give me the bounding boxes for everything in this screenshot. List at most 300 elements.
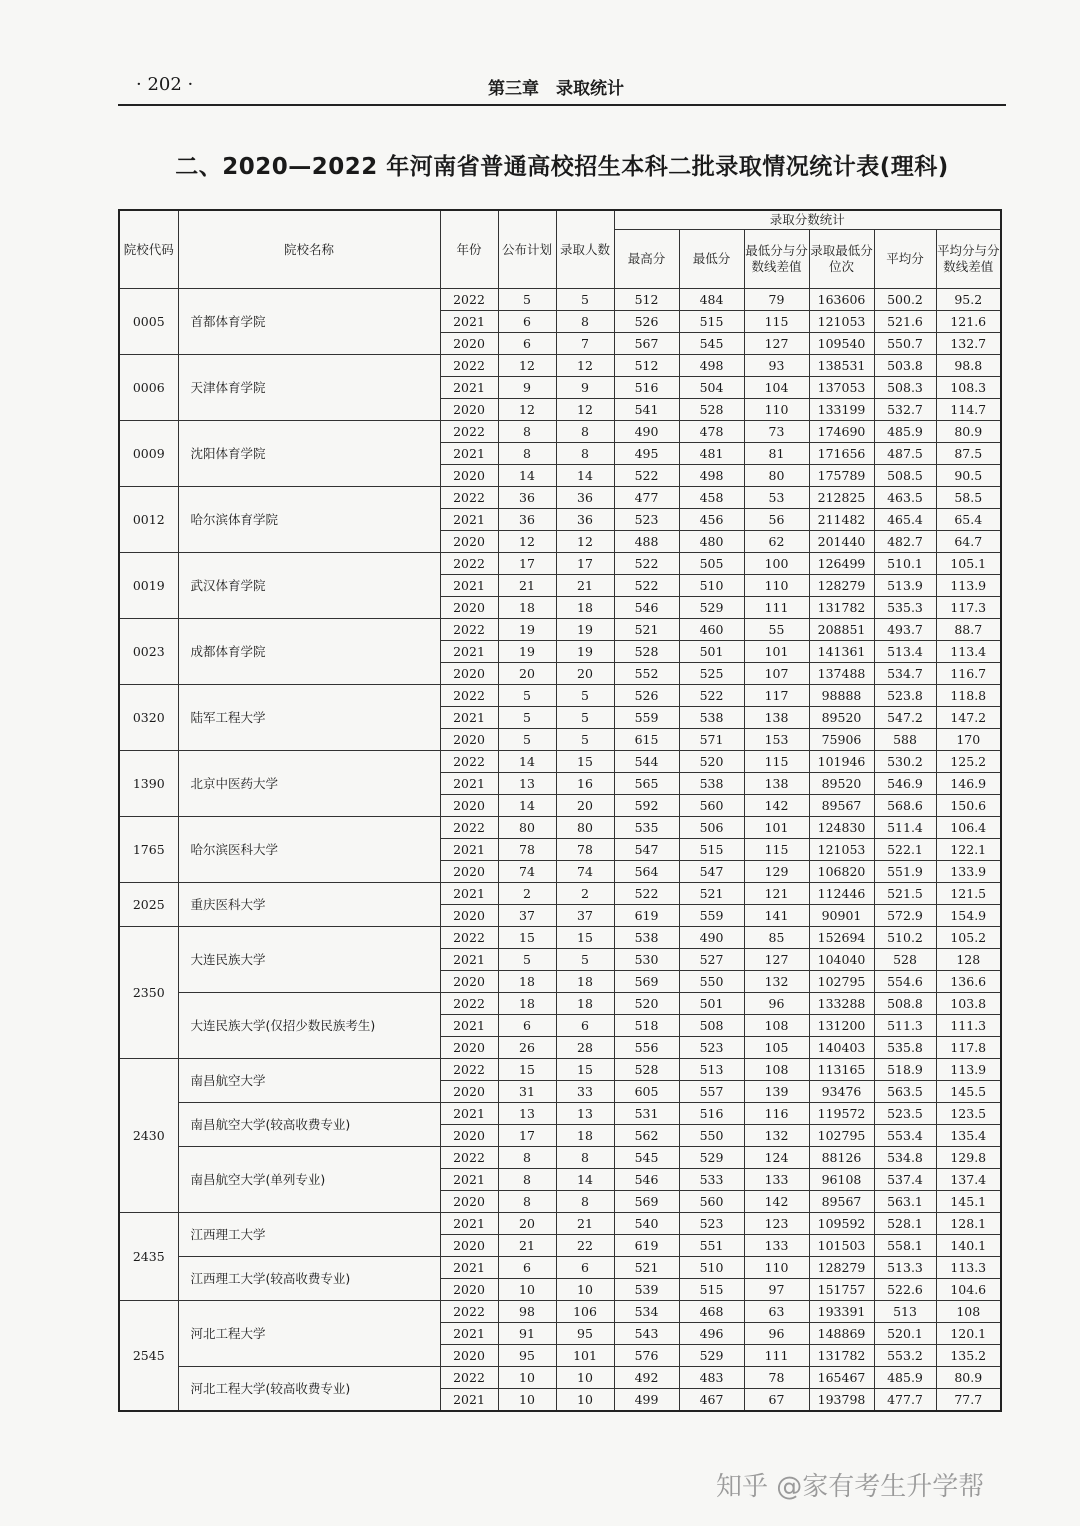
cell-admitted: 36 bbox=[556, 509, 614, 531]
cell-max-score: 490 bbox=[614, 421, 679, 443]
cell-avg-score: 563.1 bbox=[874, 1191, 936, 1213]
table-body bbox=[119, 289, 1001, 1412]
school-code: 2350 bbox=[119, 927, 178, 1059]
cell-year: 2020 bbox=[440, 861, 498, 883]
cell-min-rank: 133288 bbox=[809, 993, 874, 1015]
cell-year: 2022 bbox=[440, 619, 498, 641]
cell-avg-score: 550.7 bbox=[874, 333, 936, 355]
cell-plan: 8 bbox=[498, 1147, 556, 1169]
school-name: 南昌航空大学(单列专业) bbox=[178, 1147, 440, 1213]
cell-min-score: 501 bbox=[679, 641, 744, 663]
cell-min-rank: 171656 bbox=[809, 443, 874, 465]
cell-plan: 14 bbox=[498, 751, 556, 773]
school-name: 大连民族大学 bbox=[178, 927, 440, 993]
cell-max-score: 512 bbox=[614, 289, 679, 311]
cell-min-rank: 131200 bbox=[809, 1015, 874, 1037]
cell-avg-score: 513 bbox=[874, 1301, 936, 1323]
cell-max-score: 521 bbox=[614, 1257, 679, 1279]
header-year: 年份 bbox=[440, 210, 498, 289]
cell-max-score: 528 bbox=[614, 1059, 679, 1081]
cell-year: 2021 bbox=[440, 707, 498, 729]
cell-year: 2021 bbox=[440, 1257, 498, 1279]
cell-plan: 17 bbox=[498, 1125, 556, 1147]
cell-min-score: 551 bbox=[679, 1235, 744, 1257]
cell-admitted: 78 bbox=[556, 839, 614, 861]
cell-min-rank: 98888 bbox=[809, 685, 874, 707]
cell-min-diff: 101 bbox=[744, 641, 809, 663]
cell-min-score: 515 bbox=[679, 311, 744, 333]
cell-max-score: 512 bbox=[614, 355, 679, 377]
cell-avg-diff: 105.1 bbox=[936, 553, 1001, 575]
cell-min-diff: 108 bbox=[744, 1059, 809, 1081]
cell-plan: 20 bbox=[498, 1213, 556, 1235]
cell-min-score: 490 bbox=[679, 927, 744, 949]
table-row bbox=[119, 1213, 1001, 1235]
cell-admitted: 33 bbox=[556, 1081, 614, 1103]
cell-min-score: 468 bbox=[679, 1301, 744, 1323]
school-name: 南昌航空大学(较高收费专业) bbox=[178, 1103, 440, 1147]
cell-min-score: 515 bbox=[679, 1279, 744, 1301]
cell-avg-diff: 147.2 bbox=[936, 707, 1001, 729]
cell-max-score: 562 bbox=[614, 1125, 679, 1147]
cell-plan: 2 bbox=[498, 883, 556, 905]
cell-min-score: 496 bbox=[679, 1323, 744, 1345]
cell-avg-diff: 170 bbox=[936, 729, 1001, 751]
cell-min-diff: 129 bbox=[744, 861, 809, 883]
cell-year: 2022 bbox=[440, 751, 498, 773]
cell-avg-diff: 113.3 bbox=[936, 1257, 1001, 1279]
cell-min-rank: 89520 bbox=[809, 773, 874, 795]
cell-min-rank: 193798 bbox=[809, 1389, 874, 1412]
cell-min-rank: 208851 bbox=[809, 619, 874, 641]
school-name: 河北工程大学(较高收费专业) bbox=[178, 1367, 440, 1412]
cell-min-rank: 119572 bbox=[809, 1103, 874, 1125]
cell-year: 2022 bbox=[440, 685, 498, 707]
school-name: 南昌航空大学 bbox=[178, 1059, 440, 1103]
cell-min-diff: 78 bbox=[744, 1367, 809, 1389]
cell-plan: 6 bbox=[498, 333, 556, 355]
cell-min-diff: 100 bbox=[744, 553, 809, 575]
cell-max-score: 547 bbox=[614, 839, 679, 861]
cell-avg-diff: 120.1 bbox=[936, 1323, 1001, 1345]
cell-avg-diff: 111.3 bbox=[936, 1015, 1001, 1037]
cell-min-score: 506 bbox=[679, 817, 744, 839]
cell-admitted: 15 bbox=[556, 1059, 614, 1081]
cell-plan: 18 bbox=[498, 993, 556, 1015]
cell-avg-diff: 103.8 bbox=[936, 993, 1001, 1015]
cell-admitted: 14 bbox=[556, 1169, 614, 1191]
cell-plan: 21 bbox=[498, 575, 556, 597]
cell-plan: 36 bbox=[498, 487, 556, 509]
cell-min-diff: 138 bbox=[744, 773, 809, 795]
cell-min-diff: 121 bbox=[744, 883, 809, 905]
cell-admitted: 12 bbox=[556, 399, 614, 421]
cell-admitted: 18 bbox=[556, 993, 614, 1015]
cell-min-diff: 80 bbox=[744, 465, 809, 487]
cell-max-score: 522 bbox=[614, 465, 679, 487]
cell-min-diff: 124 bbox=[744, 1147, 809, 1169]
cell-avg-score: 487.5 bbox=[874, 443, 936, 465]
table-row bbox=[119, 1257, 1001, 1279]
school-code: 0023 bbox=[119, 619, 178, 685]
cell-min-diff: 116 bbox=[744, 1103, 809, 1125]
cell-admitted: 12 bbox=[556, 355, 614, 377]
cell-admitted: 19 bbox=[556, 641, 614, 663]
cell-avg-score: 508.5 bbox=[874, 465, 936, 487]
header-name: 院校名称 bbox=[178, 210, 440, 289]
page-header bbox=[118, 72, 1006, 106]
cell-avg-score: 493.7 bbox=[874, 619, 936, 641]
cell-min-diff: 127 bbox=[744, 949, 809, 971]
cell-min-score: 527 bbox=[679, 949, 744, 971]
cell-plan: 98 bbox=[498, 1301, 556, 1323]
cell-avg-diff: 80.9 bbox=[936, 421, 1001, 443]
cell-avg-diff: 128 bbox=[936, 949, 1001, 971]
cell-max-score: 556 bbox=[614, 1037, 679, 1059]
header-min-diff: 最低分与分数线差值 bbox=[744, 230, 809, 289]
cell-admitted: 5 bbox=[556, 707, 614, 729]
cell-min-rank: 211482 bbox=[809, 509, 874, 531]
cell-avg-diff: 128.1 bbox=[936, 1213, 1001, 1235]
cell-admitted: 13 bbox=[556, 1103, 614, 1125]
cell-plan: 20 bbox=[498, 663, 556, 685]
cell-max-score: 619 bbox=[614, 905, 679, 927]
cell-plan: 8 bbox=[498, 443, 556, 465]
cell-avg-score: 551.9 bbox=[874, 861, 936, 883]
cell-year: 2020 bbox=[440, 1081, 498, 1103]
cell-plan: 95 bbox=[498, 1345, 556, 1367]
page-number: · 202 · bbox=[136, 74, 194, 95]
school-code: 0009 bbox=[119, 421, 178, 487]
cell-avg-diff: 105.2 bbox=[936, 927, 1001, 949]
school-name: 河北工程大学 bbox=[178, 1301, 440, 1367]
cell-avg-score: 554.6 bbox=[874, 971, 936, 993]
cell-max-score: 477 bbox=[614, 487, 679, 509]
cell-avg-diff: 108.3 bbox=[936, 377, 1001, 399]
cell-min-diff: 56 bbox=[744, 509, 809, 531]
cell-avg-score: 477.7 bbox=[874, 1389, 936, 1412]
cell-min-score: 538 bbox=[679, 773, 744, 795]
cell-admitted: 21 bbox=[556, 575, 614, 597]
school-code: 0320 bbox=[119, 685, 178, 751]
cell-avg-diff: 123.5 bbox=[936, 1103, 1001, 1125]
cell-admitted: 20 bbox=[556, 663, 614, 685]
cell-min-score: 523 bbox=[679, 1037, 744, 1059]
cell-admitted: 8 bbox=[556, 443, 614, 465]
cell-max-score: 544 bbox=[614, 751, 679, 773]
cell-max-score: 539 bbox=[614, 1279, 679, 1301]
school-code: 2435 bbox=[119, 1213, 178, 1301]
cell-admitted: 7 bbox=[556, 333, 614, 355]
table-row bbox=[119, 487, 1001, 509]
cell-max-score: 516 bbox=[614, 377, 679, 399]
table-row bbox=[119, 1059, 1001, 1081]
cell-min-diff: 93 bbox=[744, 355, 809, 377]
cell-admitted: 80 bbox=[556, 817, 614, 839]
table-row bbox=[119, 355, 1001, 377]
cell-min-diff: 108 bbox=[744, 1015, 809, 1037]
cell-admitted: 10 bbox=[556, 1389, 614, 1412]
cell-min-diff: 101 bbox=[744, 817, 809, 839]
cell-max-score: 546 bbox=[614, 1169, 679, 1191]
cell-avg-score: 482.7 bbox=[874, 531, 936, 553]
cell-min-diff: 63 bbox=[744, 1301, 809, 1323]
cell-min-diff: 132 bbox=[744, 1125, 809, 1147]
cell-admitted: 101 bbox=[556, 1345, 614, 1367]
cell-year: 2022 bbox=[440, 993, 498, 1015]
cell-admitted: 8 bbox=[556, 421, 614, 443]
cell-year: 2022 bbox=[440, 487, 498, 509]
cell-year: 2020 bbox=[440, 1037, 498, 1059]
cell-min-diff: 97 bbox=[744, 1279, 809, 1301]
cell-year: 2022 bbox=[440, 1059, 498, 1081]
cell-avg-diff: 117.3 bbox=[936, 597, 1001, 619]
cell-avg-score: 530.2 bbox=[874, 751, 936, 773]
cell-year: 2022 bbox=[440, 1367, 498, 1389]
cell-plan: 8 bbox=[498, 1191, 556, 1213]
cell-plan: 10 bbox=[498, 1389, 556, 1412]
admission-table bbox=[118, 209, 1002, 1412]
cell-avg-diff: 113.9 bbox=[936, 1059, 1001, 1081]
cell-year: 2020 bbox=[440, 1279, 498, 1301]
cell-max-score: 559 bbox=[614, 707, 679, 729]
cell-plan: 12 bbox=[498, 531, 556, 553]
cell-avg-diff: 80.9 bbox=[936, 1367, 1001, 1389]
cell-avg-score: 485.9 bbox=[874, 1367, 936, 1389]
cell-max-score: 605 bbox=[614, 1081, 679, 1103]
cell-min-diff: 107 bbox=[744, 663, 809, 685]
cell-avg-score: 508.3 bbox=[874, 377, 936, 399]
cell-plan: 19 bbox=[498, 619, 556, 641]
cell-year: 2021 bbox=[440, 1169, 498, 1191]
cell-year: 2020 bbox=[440, 1235, 498, 1257]
cell-min-diff: 110 bbox=[744, 575, 809, 597]
cell-max-score: 518 bbox=[614, 1015, 679, 1037]
cell-avg-score: 532.7 bbox=[874, 399, 936, 421]
cell-admitted: 5 bbox=[556, 729, 614, 751]
cell-min-rank: 96108 bbox=[809, 1169, 874, 1191]
cell-min-score: 498 bbox=[679, 465, 744, 487]
cell-min-score: 545 bbox=[679, 333, 744, 355]
cell-avg-diff: 122.1 bbox=[936, 839, 1001, 861]
cell-year: 2020 bbox=[440, 795, 498, 817]
table-row bbox=[119, 927, 1001, 949]
cell-max-score: 534 bbox=[614, 1301, 679, 1323]
cell-avg-diff: 118.8 bbox=[936, 685, 1001, 707]
cell-min-diff: 96 bbox=[744, 1323, 809, 1345]
cell-admitted: 106 bbox=[556, 1301, 614, 1323]
cell-plan: 5 bbox=[498, 685, 556, 707]
cell-plan: 5 bbox=[498, 289, 556, 311]
cell-plan: 8 bbox=[498, 421, 556, 443]
cell-min-rank: 89567 bbox=[809, 795, 874, 817]
table-title: 二、2020—2022 年河南省普通高校招生本科二批录取情况统计表(理科) bbox=[175, 154, 949, 180]
cell-plan: 15 bbox=[498, 927, 556, 949]
cell-avg-score: 520.1 bbox=[874, 1323, 936, 1345]
table-row bbox=[119, 1301, 1001, 1323]
cell-min-rank: 101946 bbox=[809, 751, 874, 773]
cell-min-score: 501 bbox=[679, 993, 744, 1015]
header-max: 最高分 bbox=[614, 230, 679, 289]
school-code: 0019 bbox=[119, 553, 178, 619]
cell-avg-diff: 140.1 bbox=[936, 1235, 1001, 1257]
cell-year: 2022 bbox=[440, 817, 498, 839]
cell-year: 2021 bbox=[440, 1389, 498, 1412]
cell-admitted: 10 bbox=[556, 1367, 614, 1389]
cell-year: 2022 bbox=[440, 289, 498, 311]
cell-min-rank: 89567 bbox=[809, 1191, 874, 1213]
cell-year: 2021 bbox=[440, 641, 498, 663]
table-row bbox=[119, 751, 1001, 773]
cell-min-diff: 132 bbox=[744, 971, 809, 993]
cell-avg-score: 588 bbox=[874, 729, 936, 751]
cell-min-score: 498 bbox=[679, 355, 744, 377]
school-name: 哈尔滨医科大学 bbox=[178, 817, 440, 883]
cell-plan: 10 bbox=[498, 1367, 556, 1389]
cell-plan: 26 bbox=[498, 1037, 556, 1059]
cell-avg-score: 518.9 bbox=[874, 1059, 936, 1081]
cell-admitted: 5 bbox=[556, 949, 614, 971]
cell-avg-score: 522.6 bbox=[874, 1279, 936, 1301]
cell-min-rank: 90901 bbox=[809, 905, 874, 927]
cell-avg-diff: 121.6 bbox=[936, 311, 1001, 333]
cell-min-rank: 141361 bbox=[809, 641, 874, 663]
school-code: 1390 bbox=[119, 751, 178, 817]
cell-min-diff: 117 bbox=[744, 685, 809, 707]
cell-year: 2021 bbox=[440, 509, 498, 531]
cell-min-diff: 81 bbox=[744, 443, 809, 465]
cell-avg-diff: 95.2 bbox=[936, 289, 1001, 311]
table-row bbox=[119, 1103, 1001, 1125]
cell-admitted: 2 bbox=[556, 883, 614, 905]
cell-max-score: 538 bbox=[614, 927, 679, 949]
cell-min-score: 484 bbox=[679, 289, 744, 311]
cell-plan: 5 bbox=[498, 729, 556, 751]
cell-min-diff: 139 bbox=[744, 1081, 809, 1103]
cell-max-score: 526 bbox=[614, 311, 679, 333]
cell-year: 2021 bbox=[440, 377, 498, 399]
cell-admitted: 6 bbox=[556, 1257, 614, 1279]
cell-min-rank: 152694 bbox=[809, 927, 874, 949]
cell-min-rank: 128279 bbox=[809, 1257, 874, 1279]
header-avg-diff: 平均分与分数线差值 bbox=[936, 230, 1001, 289]
cell-min-rank: 212825 bbox=[809, 487, 874, 509]
cell-avg-score: 511.3 bbox=[874, 1015, 936, 1037]
table-row bbox=[119, 817, 1001, 839]
cell-avg-diff: 58.5 bbox=[936, 487, 1001, 509]
cell-min-rank: 89520 bbox=[809, 707, 874, 729]
cell-avg-score: 521.5 bbox=[874, 883, 936, 905]
cell-admitted: 95 bbox=[556, 1323, 614, 1345]
cell-plan: 74 bbox=[498, 861, 556, 883]
cell-max-score: 528 bbox=[614, 641, 679, 663]
cell-avg-diff: 113.4 bbox=[936, 641, 1001, 663]
cell-year: 2021 bbox=[440, 1103, 498, 1125]
cell-avg-score: 523.8 bbox=[874, 685, 936, 707]
cell-min-score: 504 bbox=[679, 377, 744, 399]
cell-admitted: 37 bbox=[556, 905, 614, 927]
cell-min-diff: 73 bbox=[744, 421, 809, 443]
cell-avg-diff: 132.7 bbox=[936, 333, 1001, 355]
school-name: 重庆医科大学 bbox=[178, 883, 440, 927]
cell-min-rank: 131782 bbox=[809, 597, 874, 619]
school-name: 成都体育学院 bbox=[178, 619, 440, 685]
cell-max-score: 541 bbox=[614, 399, 679, 421]
cell-min-rank: 121053 bbox=[809, 839, 874, 861]
cell-plan: 14 bbox=[498, 795, 556, 817]
cell-avg-diff: 137.4 bbox=[936, 1169, 1001, 1191]
cell-min-rank: 75906 bbox=[809, 729, 874, 751]
cell-plan: 37 bbox=[498, 905, 556, 927]
cell-min-diff: 141 bbox=[744, 905, 809, 927]
cell-admitted: 8 bbox=[556, 1147, 614, 1169]
cell-min-diff: 67 bbox=[744, 1389, 809, 1412]
cell-min-diff: 111 bbox=[744, 597, 809, 619]
cell-min-diff: 127 bbox=[744, 333, 809, 355]
cell-min-rank: 175789 bbox=[809, 465, 874, 487]
cell-avg-score: 547.2 bbox=[874, 707, 936, 729]
school-name: 江西理工大学 bbox=[178, 1213, 440, 1257]
cell-year: 2020 bbox=[440, 531, 498, 553]
cell-max-score: 615 bbox=[614, 729, 679, 751]
cell-admitted: 12 bbox=[556, 531, 614, 553]
header-min-rank: 录取最低分位次 bbox=[809, 230, 874, 289]
cell-avg-score: 553.2 bbox=[874, 1345, 936, 1367]
cell-avg-score: 511.4 bbox=[874, 817, 936, 839]
school-name: 大连民族大学(仅招少数民族考生) bbox=[178, 993, 440, 1059]
cell-year: 2021 bbox=[440, 443, 498, 465]
cell-year: 2022 bbox=[440, 553, 498, 575]
cell-min-score: 478 bbox=[679, 421, 744, 443]
cell-avg-score: 513.3 bbox=[874, 1257, 936, 1279]
school-name: 哈尔滨体育学院 bbox=[178, 487, 440, 553]
cell-min-rank: 93476 bbox=[809, 1081, 874, 1103]
cell-min-diff: 62 bbox=[744, 531, 809, 553]
header-avg: 平均分 bbox=[874, 230, 936, 289]
cell-min-rank: 151757 bbox=[809, 1279, 874, 1301]
cell-avg-diff: 116.7 bbox=[936, 663, 1001, 685]
cell-year: 2020 bbox=[440, 1191, 498, 1213]
header-code: 院校代码 bbox=[119, 210, 178, 289]
cell-max-score: 522 bbox=[614, 553, 679, 575]
cell-avg-score: 553.4 bbox=[874, 1125, 936, 1147]
cell-min-rank: 109592 bbox=[809, 1213, 874, 1235]
cell-avg-score: 523.5 bbox=[874, 1103, 936, 1125]
school-name: 首都体育学院 bbox=[178, 289, 440, 355]
cell-admitted: 19 bbox=[556, 619, 614, 641]
table-row bbox=[119, 883, 1001, 905]
cell-min-rank: 128279 bbox=[809, 575, 874, 597]
cell-admitted: 74 bbox=[556, 861, 614, 883]
school-name: 武汉体育学院 bbox=[178, 553, 440, 619]
cell-max-score: 545 bbox=[614, 1147, 679, 1169]
cell-min-score: 521 bbox=[679, 883, 744, 905]
cell-avg-diff: 129.8 bbox=[936, 1147, 1001, 1169]
cell-min-score: 560 bbox=[679, 1191, 744, 1213]
cell-admitted: 5 bbox=[556, 685, 614, 707]
cell-admitted: 6 bbox=[556, 1015, 614, 1037]
chapter-title: 第三章 录取统计 bbox=[488, 79, 624, 99]
cell-min-score: 523 bbox=[679, 1213, 744, 1235]
cell-plan: 5 bbox=[498, 949, 556, 971]
cell-admitted: 20 bbox=[556, 795, 614, 817]
cell-avg-diff: 90.5 bbox=[936, 465, 1001, 487]
cell-min-diff: 53 bbox=[744, 487, 809, 509]
cell-min-rank: 113165 bbox=[809, 1059, 874, 1081]
cell-year: 2020 bbox=[440, 1125, 498, 1147]
cell-max-score: 540 bbox=[614, 1213, 679, 1235]
cell-avg-score: 535.3 bbox=[874, 597, 936, 619]
